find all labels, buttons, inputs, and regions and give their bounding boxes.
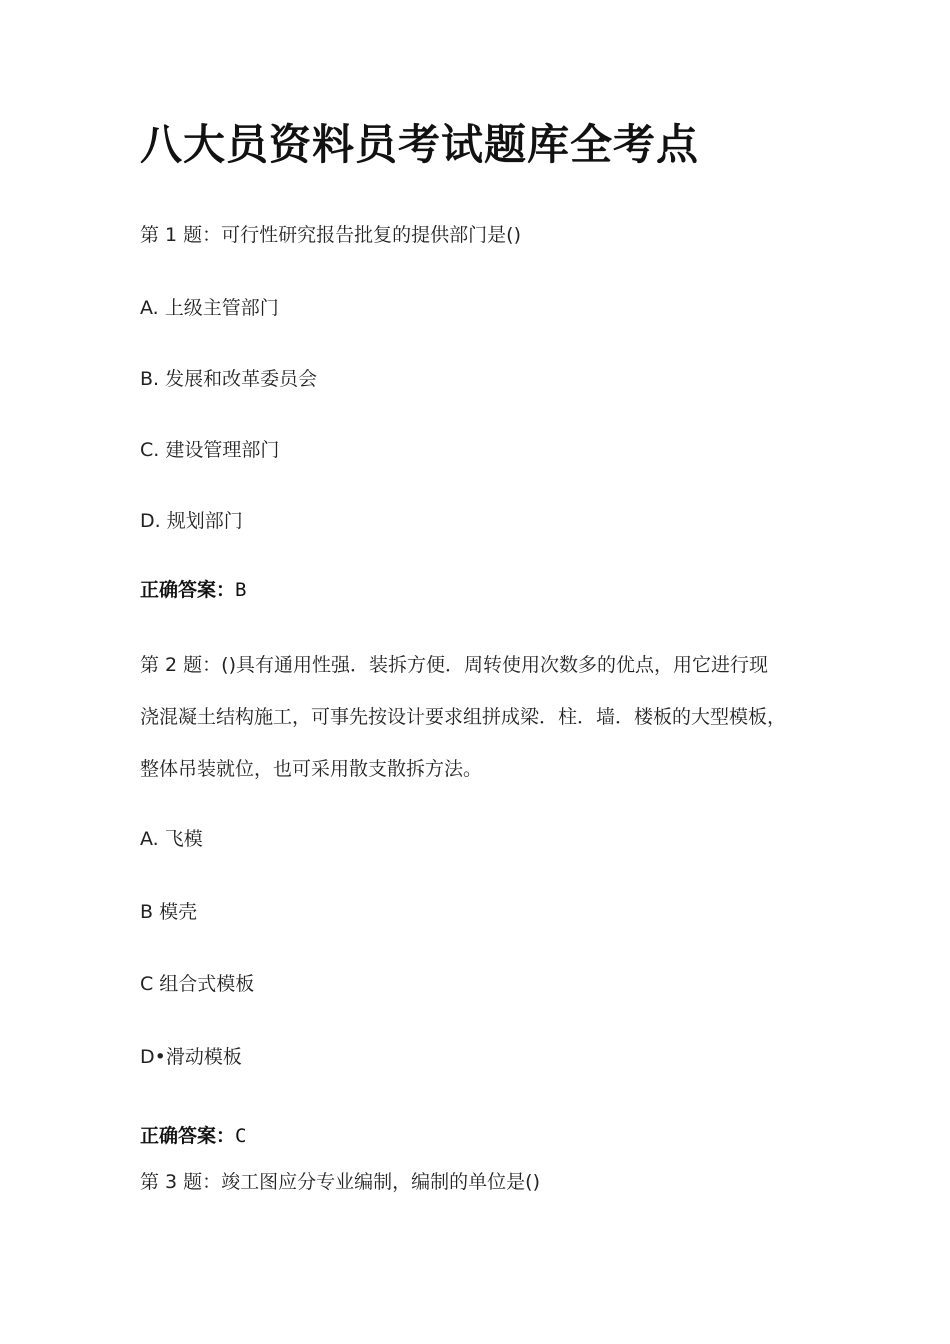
question-2-option-d: D•滑动模板 bbox=[140, 1046, 242, 1068]
question-1-stem: 第 1 题：可行性研究报告批复的提供部门是() bbox=[140, 224, 521, 246]
question-2-answer bbox=[140, 1123, 246, 1149]
question-1-option-c: C. 建设管理部门 bbox=[140, 439, 280, 461]
answer-label: 正确答案： bbox=[140, 1125, 236, 1147]
answer-value: C bbox=[235, 1125, 247, 1147]
question-1-answer bbox=[140, 577, 246, 603]
document-title: 八大员资料员考试题库全考点 bbox=[140, 120, 700, 169]
answer-value: B bbox=[235, 579, 247, 601]
question-1-option-d: D. 规划部门 bbox=[140, 510, 243, 532]
question-2-option-c: C 组合式模板 bbox=[140, 973, 255, 995]
question-1-option-b: B. 发展和改革委员会 bbox=[140, 368, 318, 390]
question-2-stem-line-2: 浇混凝土结构施工，可事先按设计要求组拼成梁．柱．墙．楼板的大型模板， bbox=[140, 706, 787, 728]
question-2-stem-line-1: 第 2 题：()具有通用性强．装拆方便．周转使用次数多的优点，用它进行现 bbox=[140, 654, 768, 676]
question-3-stem: 第 3 题：竣工图应分专业编制，编制的单位是() bbox=[140, 1171, 540, 1193]
question-2-stem bbox=[140, 639, 820, 795]
question-2-option-a: A. 飞模 bbox=[140, 828, 203, 850]
question-2-stem-line-3: 整体吊装就位，也可采用散支散拆方法。 bbox=[140, 758, 483, 780]
question-2-option-b: B 模壳 bbox=[140, 901, 198, 923]
answer-label: 正确答案： bbox=[140, 579, 236, 601]
question-1-option-a: A. 上级主管部门 bbox=[140, 297, 279, 319]
